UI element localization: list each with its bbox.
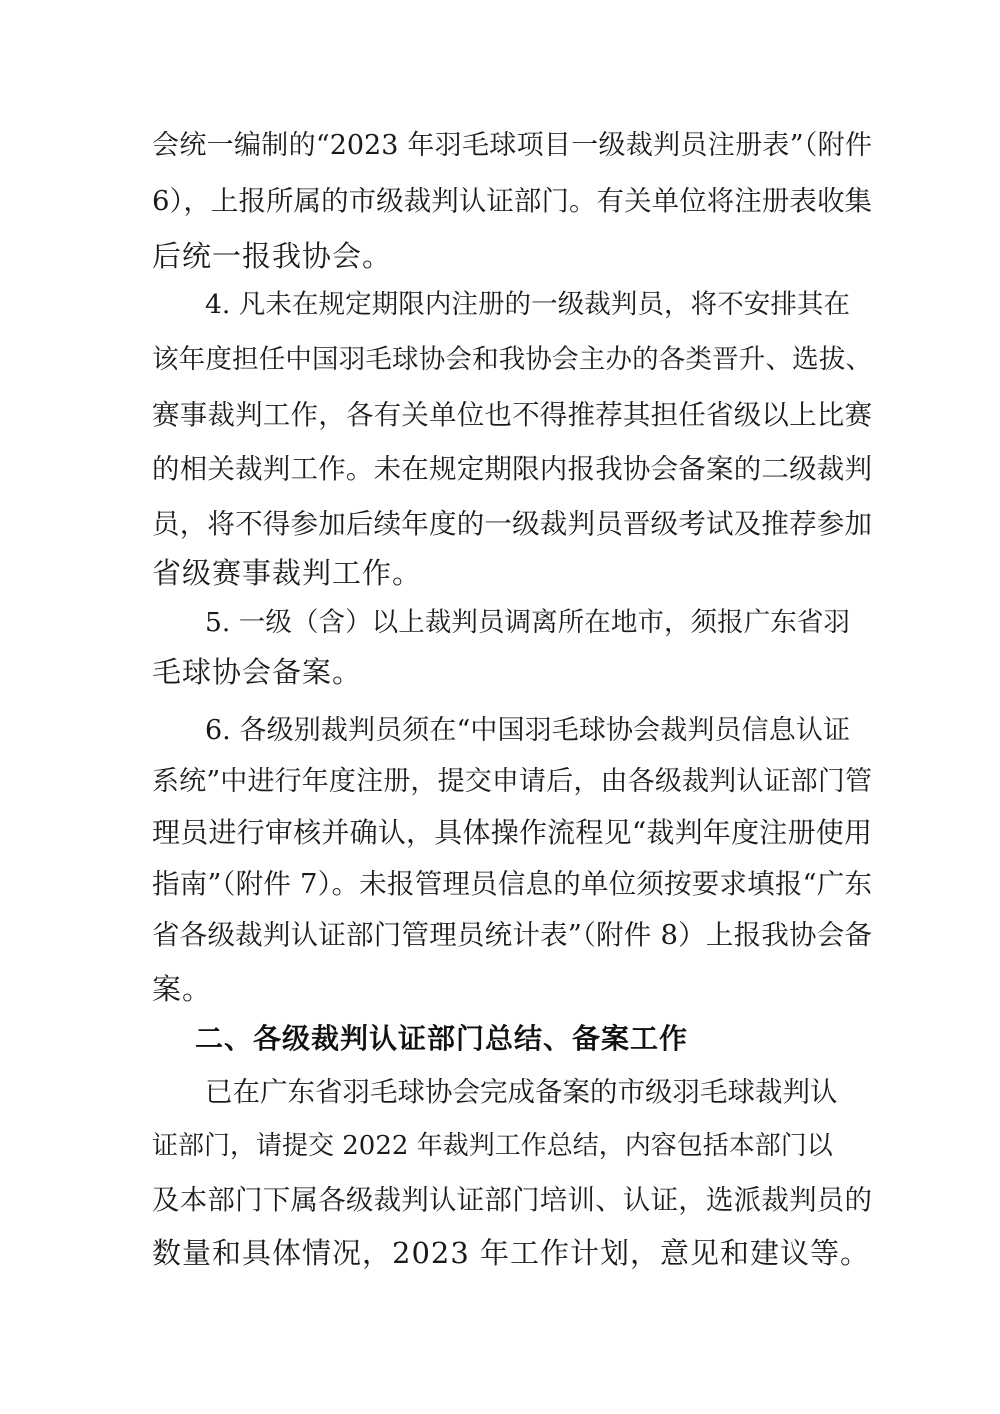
paragraph-3-line-2: 毛球协会备案。 (152, 655, 363, 689)
paragraph-1-line-1: 会统一编制的“2023 年羽毛球项目一级裁判员注册表”（附件 (152, 130, 872, 161)
section-paragraph-line-1: 已在广东省羽毛球协会完成备案的市级羽毛球裁判认 (205, 1076, 838, 1108)
paragraph-2-line-6: 省级赛事裁判工作。 (152, 556, 423, 590)
paragraph-4-line-5: 省各级裁判认证部门管理员统计表”（附件 8）上报我协会备 (152, 919, 872, 951)
paragraph-2-line-1: 4. 凡未在规定期限内注册的一级裁判员，将不安排其在 (205, 289, 850, 320)
paragraph-2-line-4: 的相关裁判工作。未在规定期限内报我协会备案的二级裁判 (152, 453, 872, 485)
paragraph-4-line-6: 案。 (152, 972, 213, 1006)
section-heading: 二、各级裁判认证部门总结、备案工作 (195, 1022, 689, 1055)
section-paragraph-line-4: 数量和具体情况，2023 年工作计划，意见和建议等。 (152, 1236, 871, 1270)
section-paragraph-line-3: 及本部门下属各级裁判认证部门培训、认证，选派裁判员的 (152, 1184, 872, 1216)
paragraph-1-line-2: 6），上报所属的市级裁判认证部门。有关单位将注册表收集 (152, 185, 872, 217)
paragraph-4-line-1: 6. 各级别裁判员须在“中国羽毛球协会裁判员信息认证 (205, 715, 850, 746)
paragraph-2-line-5: 员，将不得参加后续年度的一级裁判员晋级考试及推荐参加 (152, 508, 872, 540)
paragraph-2-line-2: 该年度担任中国羽毛球协会和我协会主办的各类晋升、选拔、 (152, 344, 872, 375)
paragraph-3-line-1: 5. 一级（含）以上裁判员调离所在地市，须报广东省羽 (205, 607, 850, 638)
paragraph-4-line-3: 理员进行审核并确认，具体操作流程见“裁判年度注册使用 (152, 816, 872, 849)
paragraph-1-line-3: 后统一报我协会。 (152, 239, 393, 273)
section-paragraph-line-2: 证部门，请提交 2022 年裁判工作总结，内容包括本部门以 (152, 1131, 833, 1161)
paragraph-2-line-3: 赛事裁判工作，各有关单位也不得推荐其担任省级以上比赛 (152, 399, 872, 431)
paragraph-4-line-2: 系统”中进行年度注册，提交申请后，由各级裁判认证部门管 (152, 766, 872, 797)
paragraph-4-line-4: 指南”（附件 7）。未报管理员信息的单位须按要求填报“广东 (152, 868, 872, 900)
